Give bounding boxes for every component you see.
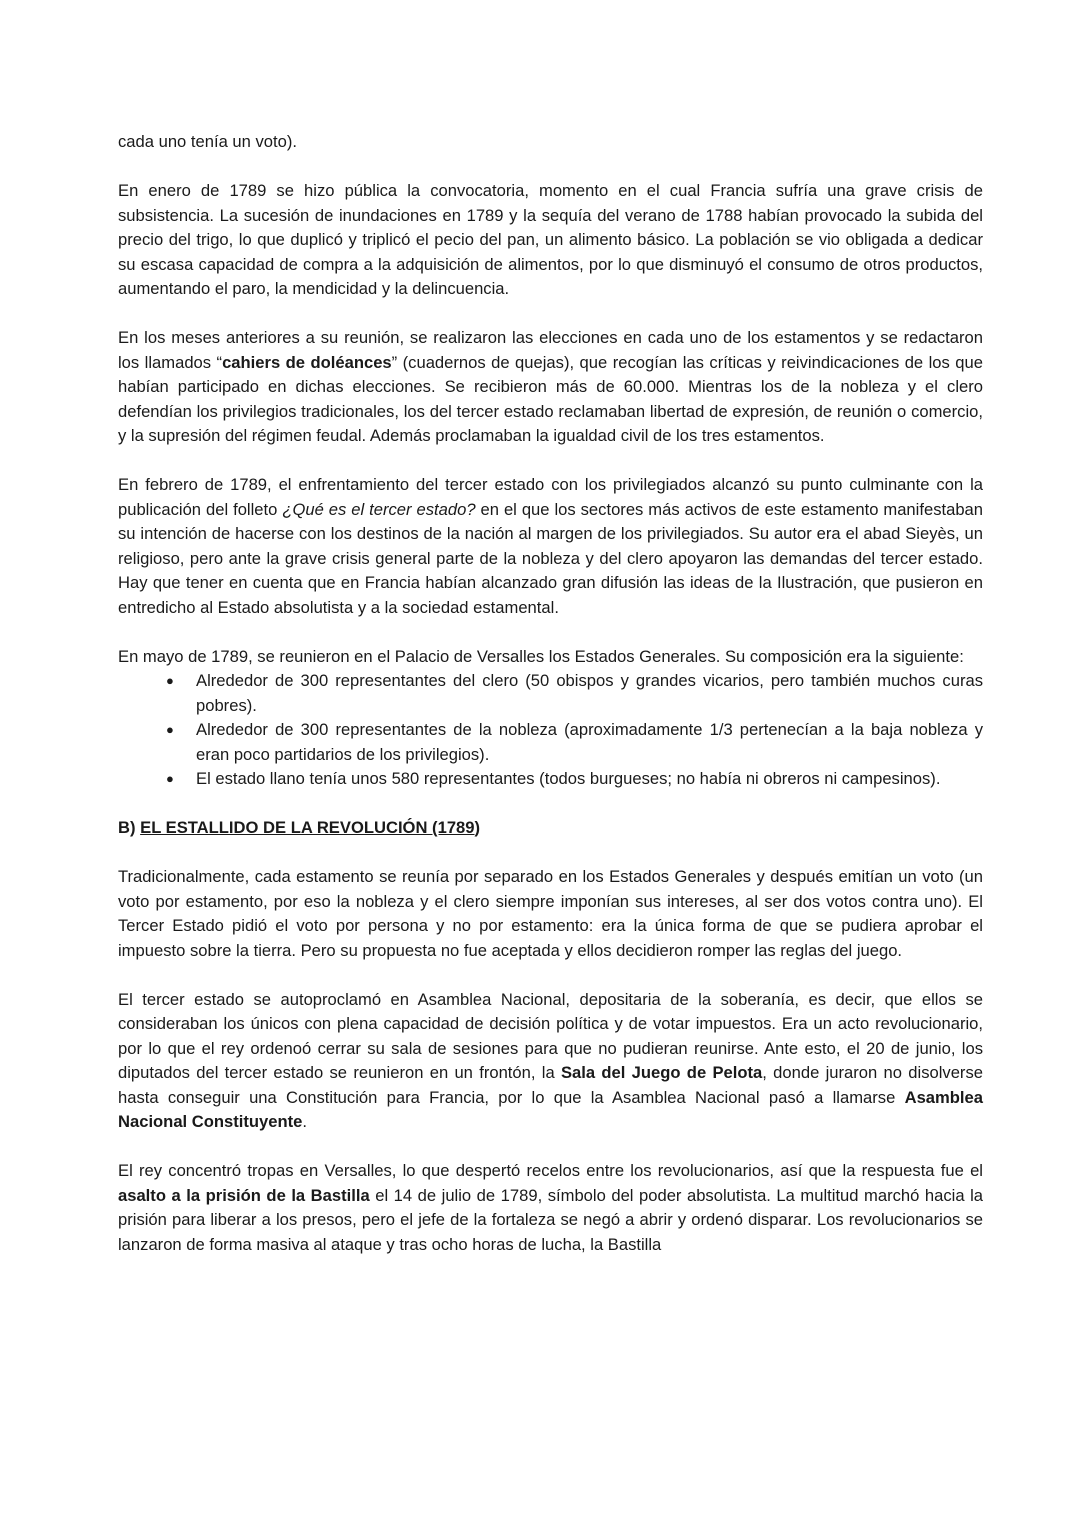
list-item-text: Alrededor de 300 representantes de la nobleza (aproximadamente 1/3 pertenecían a la baja nobleza y eran poco partidarios de los privilegios). [196,720,983,764]
paragraph-intro-fragment [118,130,983,155]
list-item [118,718,983,767]
bullet-icon: ● [166,673,174,688]
paragraph-text: , donde juraron no disolverse hasta conseguir una Constitución para Francia, por lo que la Asamblea Nacional pasó a llamarse [118,1063,983,1107]
italic-title-pamphlet: ¿Qué es el tercer estado? [282,499,476,519]
list-item-text: El estado llano tenía unos 580 representantes (todos burgueses; no había ni obreros ni campesinos). [196,769,941,788]
paragraph-text: el 14 de julio de 1789, símbolo del poder absolutista. La multitud marchó hacia la prisión para liberar a los presos, pero el jefe de la fortaleza se negó a abrir y ordenó disparar. Los revolucionarios se lanzaron de forma masiva al ataque y tras ocho horas de lucha, la Bastilla [118,1185,983,1254]
paragraph-text: En los meses anteriores a su reunión, se realizaron las elecciones en cada uno de los estamentos y se redactaron los llamados “ [118,328,983,372]
bold-term-constituent-assembly: Asamblea Nacional Constituyente [118,1087,983,1131]
paragraph-voting [118,865,983,963]
bold-term-tennis-court: Sala del Juego de Pelota [560,1063,763,1082]
heading-prefix: B) [118,818,141,837]
bold-term-cahiers: cahiers de doléances [222,352,392,372]
paragraph-text: . [302,1112,308,1131]
bullet-icon: ● [166,722,174,737]
paragraph-subsistence-crisis [118,179,983,302]
paragraph-text: en el que los sectores más activos de este estamento manifestaban su intención de hacerse con los destinos de la nación al margen de los privilegiados. Su autor era el abad Sieyès, un religioso, pero ante la grave crisis general parte de la nobleza y del clero apoyaron las demandas del tercer estado. Hay que tener en cuenta que en Francia habían alcanzado gran difusión las ideas de la Ilustración, que pusieron en entredicho al Estado absolutista y a la sociedad estamental. [118,499,984,617]
paragraph-text: En febrero de 1789, el enfrentamiento del tercer estado con los privilegiados alcanzó su punto culminante con la publicación del folleto [118,475,983,519]
paragraph-text: El tercer estado se autoproclamó en Asamblea Nacional, depositaria de la soberanía, es decir, que ellos se consideraban los únicos con plena capacidad de decisión política y de votar impuestos. Era un acto revolucionario, por lo que el rey ordenoó cerrar su sala de sesiones para que no pudieran reunirse. Ante esto, el 20 de junio, los diputados del tercer estado se reunieron en un frontón, la [118,989,983,1082]
paragraph-text: En mayo de 1789, se reunieron en el Palacio de Versalles los Estados Generales. Su composición era la siguiente: [118,646,964,666]
paragraph-bastille [118,1159,983,1257]
heading-title: EL ESTALLIDO DE LA REVOLUCIÓN (1789 [140,818,475,837]
heading-suffix: ) [474,818,481,837]
section-heading [118,816,983,841]
paragraph-estates-general [118,645,983,670]
paragraph-text: cada uno tenía un voto). [118,132,297,151]
paragraph-text: En enero de 1789 se hizo pública la convocatoria, momento en el cual Francia sufría una grave crisis de subsistencia. La sucesión de inundaciones en 1789 y la sequía del verano de 1788 habían provocado la subida del precio del trigo, lo que duplicó y triplicó el pecio del pan, un alimento básico. La población se vio obligada a dedicar su escasa capacidad de compra a la adquisición de alimentos, por lo que disminuyó el consumo de otros productos, aumentando el paro, la mendicidad y la delincuencia. [118,181,983,298]
paragraph-text: ” (cuadernos de quejas), que recogían las críticas y reivindicaciones de los que habían participado en dichas elecciones. Se recibieron más de 60.000. Mientras los de la nobleza y el clero defendían los privilegios tradicionales, los del tercer estado reclamaban libertad de expresión, de reunión o comercio, y la supresión del régimen feudal. Además proclamaban la igualdad civil de los tres estamentos. [118,352,983,445]
paragraph-cahiers [118,326,983,449]
paragraph-text: Tradicionalmente, cada estamento se reunía por separado en los Estados Generales y después emitían un voto (un voto por estamento, por eso la nobleza y el clero siempre imponían sus intereses, al ser dos votos contra uno). El Tercer Estado pidió el voto por persona y no por estamento: era la única forma de que se pudiera aprobar el impuesto sobre la tierra. Pero su propuesta no fue aceptada y ellos decidieron romper las reglas del juego. [118,867,983,960]
list-item-text: Alrededor de 300 representantes del clero (50 obispos y grandes vicarios, pero también muchos curas pobres). [196,671,983,715]
paragraph-national-assembly [118,988,983,1135]
bold-term-bastille: asalto a la prisión de la Bastilla [118,1185,370,1205]
list-item [118,669,983,718]
bullet-icon: ● [166,771,174,786]
list-item [118,767,983,792]
composition-list [118,669,983,792]
paragraph-text: El rey concentró tropas en Versalles, lo que despertó recelos entre los revolucionarios, así que la respuesta fue el [118,1161,983,1180]
document-page [118,130,983,1282]
paragraph-sieyes [118,473,983,620]
